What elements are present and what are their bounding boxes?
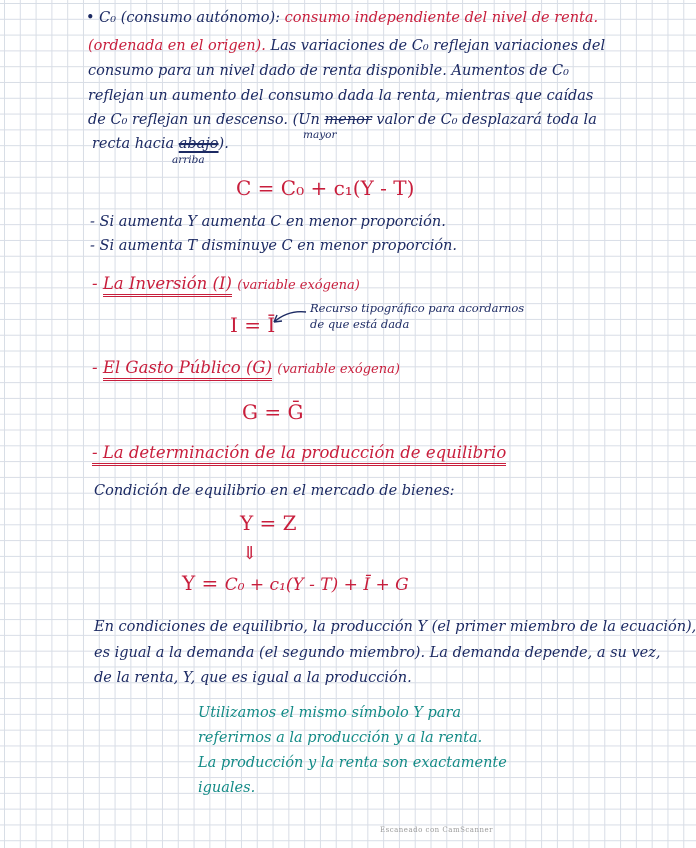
consumption-point-2: - Si aumenta T disminuye C en menor proporción.	[90, 238, 458, 254]
abajo-word: abajo	[178, 136, 219, 152]
consumption-formula: C = C₀ + c₁(Y - T)	[236, 176, 415, 200]
c0-label: C₀ (consumo autónomo):	[99, 10, 281, 26]
equilibrium-heading: - La determinación de la producción de equilibrio	[92, 443, 506, 463]
spending-tag: (variable exógena)	[277, 362, 400, 377]
bullet: •	[86, 10, 95, 26]
note-line-3: La producción y la renta son exactamente	[198, 755, 507, 771]
intro-line-6: recta hacia abajo).	[92, 136, 229, 152]
spending-title: El Gasto Público (G)	[103, 358, 272, 381]
equilibrium-formula-1: Y = Z	[240, 511, 297, 535]
scanner-watermark: Escaneado con CamScanner	[380, 826, 493, 834]
investment-title: La Inversión (I)	[103, 274, 232, 297]
note-line-4: iguales.	[198, 780, 256, 796]
down-arrow-icon: ⇓	[242, 543, 258, 564]
equilibrium-formula-2: Y = C₀ + c₁(Y - T) + Ī + G	[182, 571, 409, 595]
investment-note-1: Recurso tipográfico para acordarnos	[310, 301, 525, 315]
ordenada-note: (ordenada en el origen).	[88, 38, 266, 54]
intro-line-5: de C₀ reflejan un descenso. (Un menor valor de C₀ desplazará toda la	[88, 112, 597, 128]
note-line-1: Utilizamos el mismo símbolo Y para	[198, 705, 462, 721]
intro-line-4: reflejan un aumento del consumo dada la renta, mientras que caídas	[88, 88, 594, 104]
c0-definition: consumo independiente del nivel de renta.	[284, 10, 599, 26]
investment-tag: (variable exógena)	[237, 278, 360, 293]
note-line-2: referirnos a la producción y a la renta.	[198, 730, 483, 746]
equilibrium-para-line-2: es igual a la demanda (el segundo miembro). La demanda depende, a su vez,	[94, 645, 661, 661]
pointer-arrow-icon	[270, 304, 310, 328]
mayor-correction: mayor	[303, 129, 337, 141]
equilibrium-condition: Condición de equilibrio en el mercado de bienes:	[94, 483, 455, 499]
arriba-correction: arriba	[172, 154, 205, 166]
investment-formula: I = Ī	[230, 313, 276, 337]
investment-heading: - La Inversión (I) (variable exógena)	[92, 274, 360, 296]
equilibrium-para-line-3: de la renta, Y, que es igual a la producción.	[94, 670, 412, 686]
spending-heading: - El Gasto Público (G) (variable exógena)	[92, 358, 400, 380]
intro-line-2: (ordenada en el origen). Las variaciones de C₀ reflejan variaciones del	[88, 38, 606, 54]
equilibrium-para-line-1: En condiciones de equilibrio, la producción Y (el primer miembro de la ecuación),	[94, 619, 696, 635]
menor-word: menor	[324, 112, 372, 128]
intro-line-1	[86, 8, 598, 28]
intro-line-3: consumo para un nivel dado de renta disponible. Aumentos de C₀	[88, 63, 569, 79]
investment-note-2: de que está dada	[310, 317, 410, 331]
spending-formula: G = Ḡ	[242, 400, 304, 424]
consumption-point-1: - Si aumenta Y aumenta C en menor proporción.	[90, 214, 446, 230]
